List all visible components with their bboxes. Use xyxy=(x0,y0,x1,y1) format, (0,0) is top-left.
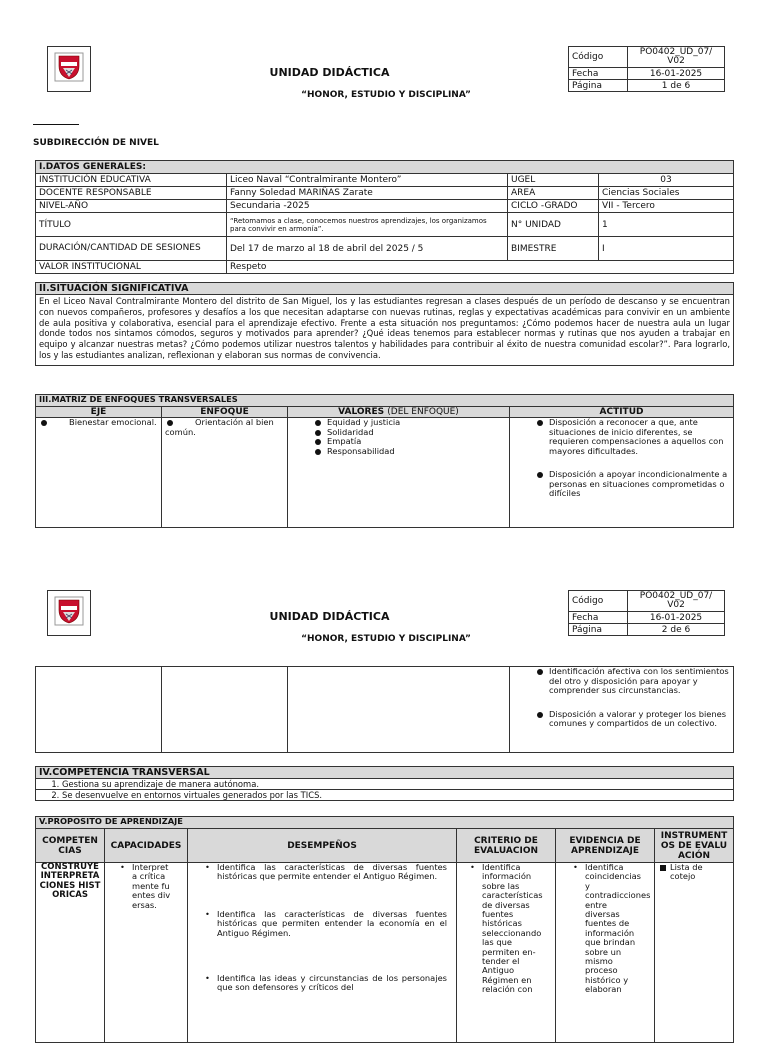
datos-generales-title: I.DATOS GENERALES: xyxy=(36,161,734,174)
institucion-value: Liceo Naval “Contralmirante Montero” xyxy=(227,174,508,187)
institucion-label: INSTITUCIÓN EDUCATIVA xyxy=(36,174,227,187)
eje-cell xyxy=(36,418,162,528)
pagina-label: Página xyxy=(569,80,628,92)
page-header-2 xyxy=(47,590,725,644)
area-value: Ciencias Sociales xyxy=(599,187,734,200)
bimestre-value: I xyxy=(599,237,734,261)
col-valores-label: VALORES xyxy=(338,407,385,417)
col-eje: EJE xyxy=(36,407,162,418)
pagina-label: Página xyxy=(569,624,628,636)
motto: “HONOR, ESTUDIO Y DISCIPLINA” xyxy=(301,634,471,644)
competencia-section xyxy=(35,766,734,801)
eje-cell-empty xyxy=(36,667,162,753)
col-capacidades: CAPACIDADES xyxy=(105,829,188,863)
duracion-label: DURACIÓN/CANTIDAD DE SESIONES xyxy=(36,237,227,261)
valores-cell-empty xyxy=(288,667,510,753)
document-title: UNIDAD DIDÁCTICA xyxy=(269,65,390,79)
col-instrumentos: INSTRUMENTOS DE EVALUACIÓN xyxy=(655,829,734,863)
situacion-section xyxy=(35,282,734,366)
col-actitud: ACTITUD xyxy=(510,407,734,418)
ciclo-label: CICLO -GRADO xyxy=(508,200,599,213)
competencia-item: 2. Se desenvuelve en entornos virtuales generados por las TICS. xyxy=(62,790,733,800)
datos-generales-section xyxy=(35,160,734,274)
codigo-value: PO0402_UD_07/ V02 xyxy=(628,591,725,612)
pagina-value: 2 de 6 xyxy=(628,624,725,636)
nivel-label: NIVEL-AÑO xyxy=(36,200,227,213)
motto: “HONOR, ESTUDIO Y DISCIPLINA” xyxy=(301,90,471,100)
actitud-cell xyxy=(510,667,734,753)
col-competencias: COMPETENCIAS xyxy=(36,829,105,863)
subdireccion-label: SUBDIRECCIÓN DE NIVEL xyxy=(33,138,159,148)
titulo-value: “Retomamos a clase, conocemos nuestros aprendizajes, los organizamos para convivir en armonía”. xyxy=(227,213,508,237)
criterio-item: • Identifica información sobre las características de diversas fuentes históricas seleccionando las que permiten en-tender el Antiguo Régimen en relación con xyxy=(482,863,540,995)
enfoque-cell-empty xyxy=(162,667,288,753)
matriz-title: III.MATRIZ DE ENFOQUES TRANSVERSALES xyxy=(36,395,734,407)
ugel-label: UGEL xyxy=(508,174,599,187)
eje-item: Bienestar emocional. xyxy=(39,418,158,428)
document-title: UNIDAD DIDÁCTICA xyxy=(269,609,390,623)
desempeno-item: • Identifica las características de diversas fuentes históricas que permiten entender la economía en el Antiguo Régimen. xyxy=(217,910,447,938)
school-logo xyxy=(48,591,91,636)
nivel-value: Secundaria -2025 xyxy=(227,200,508,213)
competencia-item: 1. Gestiona su aprendizaje de manera autónoma. xyxy=(62,779,733,789)
col-desempenos: DESEMPEÑOS xyxy=(188,829,457,863)
proposito-section xyxy=(35,816,734,1043)
criterio-cell xyxy=(457,863,556,1043)
divider xyxy=(33,124,79,125)
col-enfoque: ENFOQUE xyxy=(162,407,288,418)
valor-value: Respeto xyxy=(227,261,734,274)
situacion-title: II.SITUACIÓN SIGNIFICATIVA xyxy=(36,283,734,295)
shield-logo-icon xyxy=(54,596,84,626)
valor-item: Empatía xyxy=(291,437,506,447)
fecha-label: Fecha xyxy=(569,612,628,624)
fecha-value: 16-01-2025 xyxy=(628,68,725,80)
proposito-title: V.PROPOSITO DE APRENDIZAJE xyxy=(36,817,734,829)
unidad-value: 1 xyxy=(599,213,734,237)
pagina-value: 1 de 6 xyxy=(628,80,725,92)
col-criterio: CRITERIO DE EVALUACION xyxy=(457,829,556,863)
actitud-item: Identificación afectiva con los sentimientos del otro y disposición para apoyar y comprender sus circunstancias. xyxy=(513,667,730,696)
competencia-cell: CONSTRUYE INTERPRETACIONES HISTORICAS xyxy=(36,863,105,1043)
duracion-value: Del 17 de marzo al 18 de abril del 2025 / 5 xyxy=(227,237,508,261)
enfoque-item: Orientación al bien común. xyxy=(165,418,284,437)
competencia-list xyxy=(36,790,734,801)
desempeno-item: • Identifica las ideas y circunstancias de los personajes que son defensores y críticos del xyxy=(217,974,447,993)
instrumento-item: Lista de cotejo xyxy=(658,863,730,882)
codigo-label: Código xyxy=(569,47,628,68)
valor-item: Solidaridad xyxy=(291,428,506,438)
titulo-label: TÍTULO xyxy=(36,213,227,237)
col-valores xyxy=(288,407,510,418)
fecha-label: Fecha xyxy=(569,68,628,80)
capacidad-cell xyxy=(105,863,188,1043)
valores-cell xyxy=(288,418,510,528)
actitud-item: Disposición a apoyar incondicionalmente a personas en situaciones comprometidas o difíciles xyxy=(513,470,730,499)
codigo-value: PO0402_UD_07/ V02 xyxy=(628,47,725,68)
evidencia-item: • Identifica coincidencias y contradicciones entre diversas fuentes de información que brindan sobre un mismo proceso histórico y elaboran xyxy=(585,863,643,995)
valor-item: Responsabilidad xyxy=(291,447,506,457)
matriz-continuation xyxy=(35,666,734,753)
desempenos-cell xyxy=(188,863,457,1043)
page-header-1 xyxy=(47,46,725,100)
competencia-title: IV.COMPETENCIA TRANSVERSAL xyxy=(36,767,734,779)
desempeno-item: • Identifica las características de diversas fuentes históricas que permite entender el Antiguo Régimen. xyxy=(217,863,447,882)
docente-label: DOCENTE RESPONSABLE xyxy=(36,187,227,200)
actitud-item: Disposición a reconocer a que, ante situaciones de inicio diferentes, se requieren compensaciones a aquellos con mayores dificultades. xyxy=(513,418,730,456)
matriz-section xyxy=(35,394,734,528)
evidencia-cell xyxy=(556,863,655,1043)
valor-label: VALOR INSTITUCIONAL xyxy=(36,261,227,274)
col-valores-sub: (DEL ENFOQUE) xyxy=(387,407,459,417)
school-logo xyxy=(48,47,91,92)
actitud-item: Disposición a valorar y proteger los bienes comunes y compartidos de un colectivo. xyxy=(513,710,730,729)
capacidad-item: • Interpreta críticamente fuentes diversas. xyxy=(132,863,172,910)
instrumento-cell xyxy=(655,863,734,1043)
actitud-cell xyxy=(510,418,734,528)
ciclo-value: VII - Tercero xyxy=(599,200,734,213)
col-evidencia: EVIDENCIA DE APRENDIZAJE xyxy=(556,829,655,863)
fecha-value: 16-01-2025 xyxy=(628,612,725,624)
bimestre-label: BIMESTRE xyxy=(508,237,599,261)
codigo-label: Código xyxy=(569,591,628,612)
shield-logo-icon xyxy=(54,52,84,82)
enfoque-cell xyxy=(162,418,288,528)
situacion-text: En el Liceo Naval Contralmirante Montero del distrito de San Miguel, los y las estudiantes regresan a clases después de un período de descanso y se encuentran con nuevos compañeros, profesores y desafíos a los que necesitan adaptarse con nuevas rutinas, reglas y expectativas académicas para convivir en un ambiente de aula positiva y colaborativa, esencial para el aprendizaje efectivo. Frente a esta situación nos preguntamos: ¿Cómo podemos hacer de nuestra aula un lugar donde todos nos sintamos cómodos, seguros y motivados para aprender? ¿Qué ideas tenemos para establecer normas y rutinas que nos ayuden a trabajar en equipo y alcanzar nuestras metas? ¿Cómo podemos utilizar nuestros talentos y habilidades para contribuir al éxito de nuestra comunidad escolar?”. Para lograrlo, los y las estudiantes analizan, reflexionan y elaboran sus normas de convivencia. xyxy=(36,295,734,366)
area-label: AREA xyxy=(508,187,599,200)
competencia-list xyxy=(36,779,734,790)
unidad-label: N° UNIDAD xyxy=(508,213,599,237)
ugel-value: 03 xyxy=(599,174,734,187)
docente-value: Fanny Soledad MARIÑAS Zarate xyxy=(227,187,508,200)
valor-item: Equidad y justicia xyxy=(291,418,506,428)
